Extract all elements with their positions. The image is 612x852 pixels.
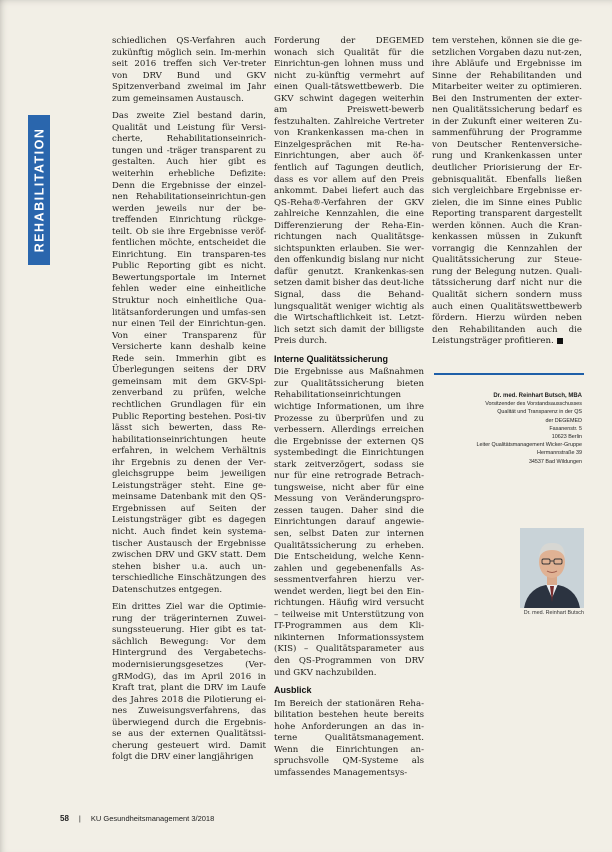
author-line: 34537 Bad Wildungen bbox=[528, 458, 582, 465]
author-name: Dr. med. Reinhart Butsch, MBA bbox=[493, 393, 582, 399]
author-line: Qualität und Transparenz in der QS bbox=[497, 409, 582, 416]
author-box bbox=[434, 392, 582, 466]
section-tab-label: REHABILITATION bbox=[32, 127, 47, 253]
paragraph: schiedlichen QS-Verfahren auch zukünftig möglich sein. Im-merhin seit 2016 treffen sich Ver-treter von DRV Bund und GKV Spitzenverband zweimal im Jahr zum gemeinsamen Austausch. bbox=[112, 36, 266, 104]
paragraph: Forderung der DEGEMED wonach sich Qualität für die Einrichtun-gen lohnen muss und nicht zu-künftig vermehrt auf einen Quali-tätswettbewerb. Die GKV schwint dagegen weiterhin am Preiswett-bewerb festzuhalten. Zahlreiche Vertreter von Krankenkassen ma-chen in Einzelgesprächen mit Re-ha-Einrichtungen, aber auch öf-fentlich auf Tagungen deutlich, dass es vor allem auf den Preis ankommt. Dabei liefert auch das QS-Reha®-Verfahren der GKV zahlreiche Kennzahlen, die eine Differenzierung der Reha-Ein-richtungen nach Qualitätsge-sichtspunkten erlauben. Sie wer-den offenkundig bislang nur nicht dafür genutzt. Krankenkas-sen setzen damit bisher das deut-liche Signal, dass die Behand-lungsqualität weniger wichtig als die Wirtschaftlichkeit ist. Letzt-lich setzt sich damit der billigste Preis durch. bbox=[274, 36, 424, 347]
author-photo bbox=[520, 528, 584, 608]
author-separator bbox=[434, 373, 584, 375]
text-column-2 bbox=[274, 36, 424, 785]
footer-separator: | bbox=[78, 814, 81, 823]
portrait-image bbox=[520, 528, 584, 608]
author-line: Fasanenstr. 5 bbox=[549, 425, 582, 432]
paragraph: Im Bereich der stationären Reha-bilitation bestehen heute bereits hohe Anforderungen an das in-terne Qualitätsmanagement. Wenn die Einrichtungen an-spruchsvolle QM-Systeme als umfassendes Managementsys- bbox=[274, 698, 424, 778]
paragraph bbox=[432, 36, 582, 348]
section-tab bbox=[28, 115, 50, 265]
author-line: Vorsitzender des Vorstandsausschusses bbox=[485, 401, 582, 408]
author-line: der DEGEMED bbox=[545, 417, 582, 424]
section-heading: Ausblick bbox=[274, 685, 312, 696]
photo-caption: Dr. med. Reinhart Butsch bbox=[523, 610, 584, 616]
publication-name: KU Gesundheitsmanagement 3/2018 bbox=[90, 814, 215, 823]
author-line: 10623 Berlin bbox=[551, 434, 582, 441]
page-number: 58 bbox=[60, 814, 69, 823]
paragraph: Die Ergebnisse aus Maßnahmen zur Qualitätssicherung bieten Rehabilitationseinrichtungen wichtige Informationen, um ihre Prozesse zu überprüfen und zu verbessern. Allerdings erreichen die Ergebnisse der externen QS systembedingt die Einrichtungen stark zeitverzögert, sodass sie nur für eine retrograde Betrach-tungsweise, nicht aber für eine Messung von Veränderungspro-zessen taugen. Daher sind die Einrichtungen darauf angewie-sen, selbst Daten zur internen Qualitätssicherung zu erheben. Die Entscheidung, welche Kenn-zahlen und gegebenenfalls As-sessmentverfahren hierzu ver-wendet werden, liegt bei den Ein-richtungen. Häufig wird versucht – teilweise mit Unterstützung von IT-Programmen aus dem Kli-nikinternen Informationssystem (KIS) – Qualitätsparameter aus den QS-Programmen von DRV und GKV nachzubilden. bbox=[274, 367, 424, 678]
author-line: Hermannstraße 39 bbox=[537, 450, 582, 457]
author-line: Leiter Qualitätsmanagement Wicker-Gruppe bbox=[476, 442, 582, 449]
paragraph: Ein drittes Ziel war die Optimie-rung der trägerinternen Zuwei-sungssteuerung. Hier gibt es tat-sächlich Bewegung: Vor dem Hintergrund des Vergabetechs-modernisierungsgesetzes (Ver-gRModG), das im April 2016 in Kraft trat, plant die DRV im Laufe des Jahres 2018 die Pilotierung ei-nes Zuweisungsverfahrens, das überwiegend durch die Ergebnis-se aus der externen Qualitätssi-cherung gesteuert wird. Damit folgt die DRV einer langjährigen bbox=[112, 602, 266, 763]
paragraph-text: tem verstehen, können sie die ge-setzlichen Vorgaben dazu nut-zen, ihre Abläufe und Ergebnisse im Sinne der Rehabilitanden und Mitarbeiter weiter zu optimieren. Bei den Instrumenten der exter-nen Qualitätssicherung bedarf es in der Zukunft einer weiteren Zu-sammenführung der Programme von Deutscher Rentenversiche-rung und Krankenkassen unter deutlicher Priorisierung der Er-gebnisqualität. Ebenfalls ließen sich vergleichbare Ergebnisse er-zielen, die im Sinne eines Public Reporting transparent dargestellt werden können. Auch die Kran-kenkassen müssen in Zukunft vorrangig die Kennzahlen der Qualitätssicherung zur Steue-rung der Belegung nutzen. Quali-tätssicherung darf nicht nur die Qualität sichern sondern muss auch einen Qualitätswettbewerb fördern. Hierzu würden neben den Rehabilitanden auch die Leistungsträger profitieren. bbox=[432, 36, 582, 347]
text-column-3 bbox=[432, 36, 582, 354]
page-footer bbox=[60, 814, 460, 823]
end-of-article-mark bbox=[557, 338, 563, 344]
section-heading: Interne Qualitätssicherung bbox=[274, 353, 389, 364]
paragraph: Das zweite Ziel bestand darin, Qualität und Leistung für Versi-cherte, Rehabilitationseinrich-tungen und -träger transparent zu gestalten. Auch hier gibt es weiterhin erhebliche Defizite: Denn die Ergebnisse der einzel-nen Rehabilitationseinrichtun-gen werden jeweils nur der be-treffenden Einrichtung rückge-teilt. Ob sie ihre Ergebnisse veröf-fentlichen möchte, entscheidet die Einrichtung. Ein transparen-tes Public Reporting gibt es nicht. Bewertungsportale im Internet fehlen weder eine einheitliche Struktur noch einheitliche Qua-litätsanforderungen und umfas-sen nur einen Teil der Einrichtun-gen. Von einer Transparenz für Versicherte kann deshalb keine Rede sein. Immerhin gibt es Überlegungen seitens der DRV gemeinsam mit dem GKV-Spi-zenverband zu prüfen, welche rechtlichen Grundlagen für ein Public Reporting bestehen. Posi-tiv lässt sich bewerten, dass Re-habilitationseinrichtungen heute erfahren, in welchem Verhältnis ihr Ergebnis zu denen der Ver-gleichsgruppe beim jeweiligen Leistungsträger steht. Eine ge-meinsame Datenbank mit den QS-Ergebnissen auf Seiten der Leistungsträger gibt es dagegen nicht. Auch findet kein systema-tischer Austausch der Ergebnisse zwischen DRV und GKV statt. Dem stehen bisher u.a. auch un-terschiedliche Einschätzungen des Datenschutzes entgegen. bbox=[112, 111, 266, 595]
text-column-1 bbox=[112, 36, 266, 770]
